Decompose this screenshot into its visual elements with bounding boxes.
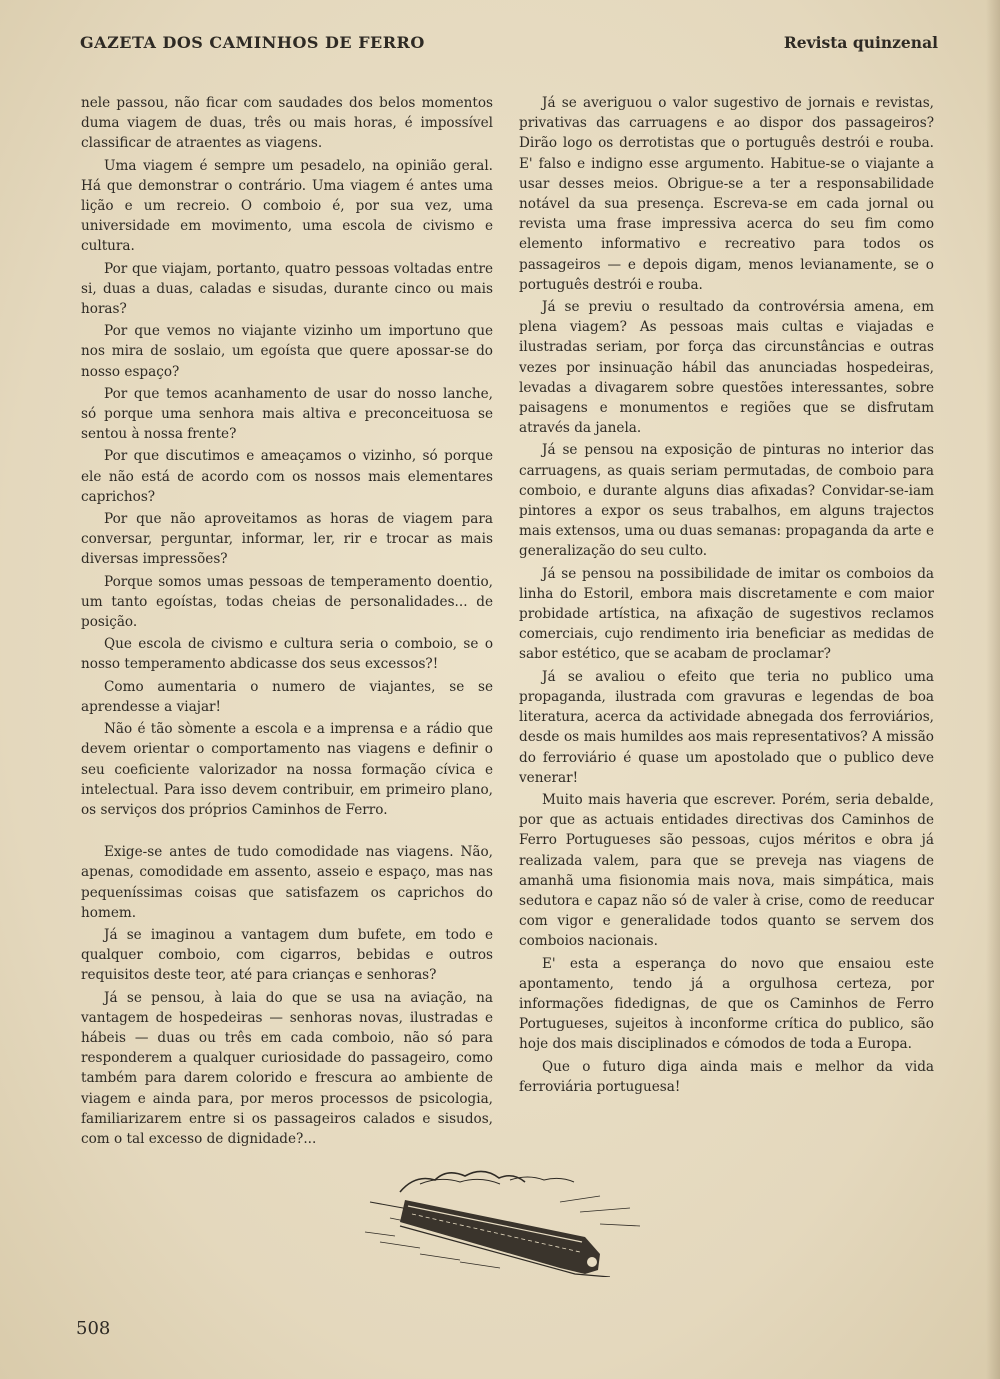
paragraph: E' esta a esperança do novo que ensaiou este apontamento, tendo já a orgulhosa certeza, por informações fidedignas, de que os Caminhos de Ferro Portugueses, sujeitos à inconforme crítica do publico, são hoje dos mais disciplinados e cómodos de toda a Europa. [519, 955, 934, 1053]
paragraph: Que o futuro diga ainda mais e melhor da vida ferroviária portuguesa! [519, 1058, 934, 1095]
paragraph: Por que viajam, portanto, quatro pessoas voltadas entre si, duas a duas, caladas e sisudas, durante cinco ou mais horas? [81, 260, 493, 318]
paragraph: Não é tão sòmente a escola e a imprensa e a rádio que devem orientar o comportamento nas viagens e definir o seu coeficiente valorizador na nossa formação cívica e intelectual. Para isso devem contribuir, em primeiro plano, os serviços dos próprios Caminhos de Ferro. [81, 721, 493, 818]
paragraph: Já se pensou na possibilidade de imitar os comboios da linha do Estoril, embora mais discretamente e com maior probidade artística, na afixação de sugestivos reclamos comerciais, cujo rendimento iria beneficiar as medidas de sabor estético, que se acabam de proclamar? [519, 565, 934, 663]
paragraph: Já se pensou na exposição de pinturas no interior das carruagens, as quais seriam permutadas, de comboio para comboio, e durante alguns dias afixadas? Convidar-se-iam pintores a expor os seus trabalhos, em alguns trajectos mais extensos, uma ou duas semanas: propaganda da arte e generalização do seu culto. [519, 442, 934, 560]
paragraph: Muito mais haveria que escrever. Porém, seria debalde, por que as actuais entidades directivas dos Caminhos de Ferro Portugueses são pessoas, cujos méritos e obra já realizada valem, para que se preveja nas viagens de amanhã uma fisionomia mais nova, mais simpática, mais sedutora e capaz não só de valer à crise, como de reeducar com vigor e generalidade todos quanto se servem dos comboios nacionais. [519, 791, 934, 950]
train-illustration-icon [360, 1162, 660, 1277]
paragraph: Exige-se antes de tudo comodidade nas viagens. Não, apenas, comodidade em assento, asseio e espaço, mas nas pequeníssimas coisas que satisfazem os caprichos do homem. [81, 844, 493, 921]
paragraph: Que escola de civismo e cultura seria o comboio, se o nosso temperamento abdicasse dos seus excessos?! [81, 636, 493, 673]
paragraph: nele passou, não ficar com saudades dos belos momentos duma viagem de duas, três ou mais horas, é impossível classificar de atraentes as viagens. [81, 95, 493, 152]
left-column [81, 93, 493, 1151]
paragraph: Já se averiguou o valor sugestivo de jornais e revistas, privativas das carruagens e ao dispor dos passageiros? Dirão logo os derrotistas que o português destrói e rouba. E' falso e indigno esse argumento. Habitue-se o viajante a usar desses meios. Obrigue-se a ter a responsabilidade notável da sua presença. Escreva-se em cada jornal ou revista uma frase impressiva acerca do seu fim como elemento informativo e recreativo para todos os passageiros — e depois digam, menos levianamente, se o português destrói e rouba. [519, 95, 934, 293]
page-number: 508 [76, 1318, 111, 1339]
paragraph: Por que vemos no viajante vizinho um importuno que nos mira de soslaio, um egoísta que quere apossar-se do nosso espaço? [81, 323, 493, 380]
paragraph: Como aumentaria o numero de viajantes, se se aprendesse a viajar! [81, 678, 493, 715]
paragraph: Uma viagem é sempre um pesadelo, na opinião geral. Há que demonstrar o contrário. Uma viagem é antes uma lição e um recreio. O comboio é, por sua vez, uma universidade em movimento, uma escola de civismo e cultura. [81, 157, 493, 255]
paragraph: Já se previu o resultado da controvérsia amena, em plena viagem? As pessoas mais cultas e viajadas e ilustradas seriam, por força das circunstâncias e outras vezes por insinuação hábil das anunciadas hospedeiras, levadas a divagarem sobre questões interessantes, sobre paisagens e monumentos e regiões que se disfrutam através da janela. [519, 299, 934, 437]
paragraph: Por que temos acanhamento de usar do nosso lanche, só porque uma senhora mais altiva e preconceituosa se sentou à nossa frente? [81, 385, 493, 443]
paragraph: Por que não aproveitamos as horas de viagem para conversar, perguntar, informar, ler, rir e trocar as mais diversas impressões? [81, 511, 493, 568]
page-edge-shadow [986, 0, 1000, 1379]
paragraph: Porque somos umas pessoas de temperamento doentio, um tanto egoístas, todas cheias de personalidades... de posição. [81, 573, 493, 631]
paragraph: Por que discutimos e ameaçamos o vizinho, só porque ele não está de acordo com os nossos mais elementares caprichos? [81, 448, 493, 505]
page-header [80, 33, 938, 52]
publication-title: GAZETA DOS CAMINHOS DE FERRO [80, 33, 425, 52]
paragraph: Já se avaliou o efeito que teria no publico uma propaganda, ilustrada com gravuras e legendas de boa literatura, acerca da actividade abnegada dos ferroviários, desde os mais humildes aos mais representativos? A missão do ferroviário é quase um apostolado que o publico deve venerar! [519, 668, 934, 786]
paragraph: Já se pensou, à laia do que se usa na aviação, na vantagem de hospedeiras — senhoras novas, ilustradas e hábeis — duas ou três em cada comboio, não só para responderem a qualquer curiosidade do passageiro, como também para darem colorido e frescura ao ambiente de viagem e ainda para, por meros processos de psicologia, familiarizarem entre si os passageiros calados e sisudos, com o tal excesso de dignidade?... [81, 989, 493, 1147]
publication-subtitle: Revista quinzenal [783, 33, 938, 52]
paragraph: Já se imaginou a vantagem dum bufete, em todo e qualquer comboio, com cigarros, bebidas e outros requisitos deste teor, até para crianças e senhoras? [81, 926, 493, 984]
right-column [519, 93, 934, 1099]
